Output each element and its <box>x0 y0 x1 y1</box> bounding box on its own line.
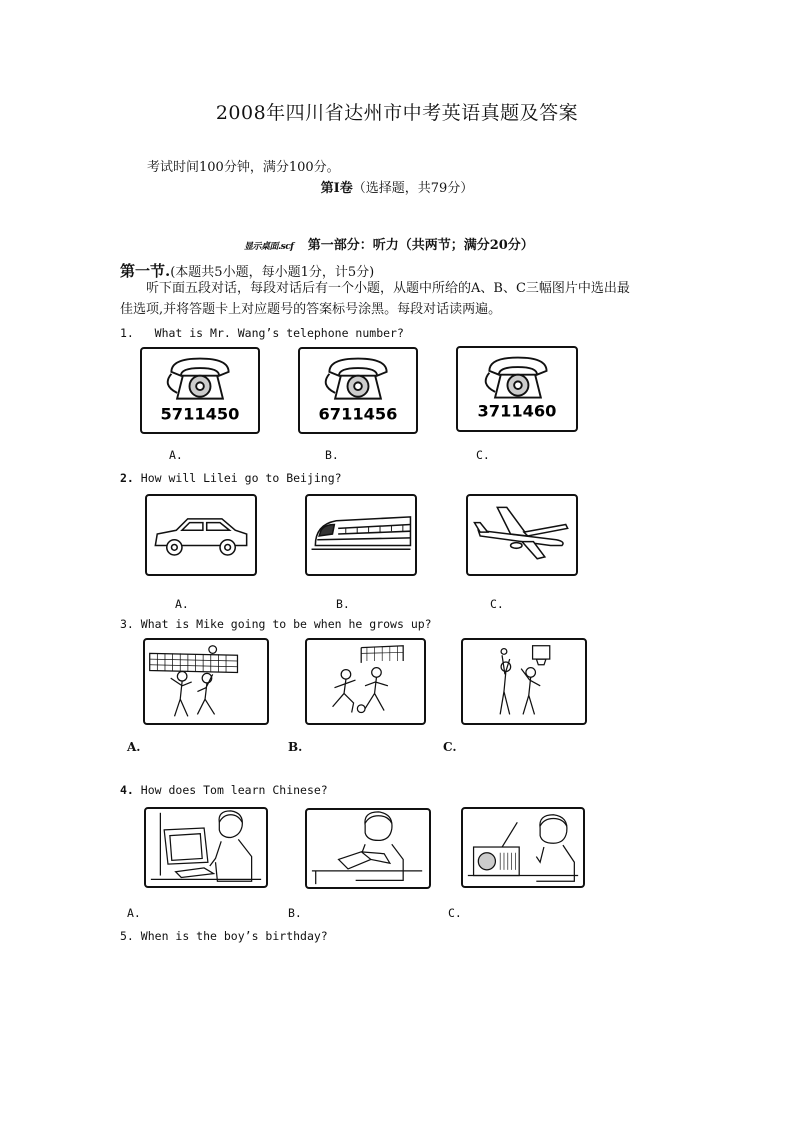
question-number: 2. <box>120 471 134 485</box>
option-label-3c: C. <box>443 740 457 754</box>
question-number: 4. <box>120 783 134 797</box>
instruction-line-1: 听下面五段对话，每段对话后有一个小题，从题中所给的A、B、C三幅图片中选出最 <box>146 281 630 296</box>
telephone-icon <box>142 349 258 432</box>
option-2a-picture[interactable] <box>145 494 257 576</box>
option-3b-picture[interactable] <box>305 638 426 725</box>
question-4 <box>120 783 328 797</box>
option-label-1a: A. <box>169 448 183 462</box>
train-icon <box>307 496 415 574</box>
volume-note: （选择题，共79分） <box>352 181 474 196</box>
desktop-shortcut-label: 显示桌面.scf <box>244 242 294 252</box>
telephone-icon <box>458 348 576 430</box>
phone-number: 5711450 <box>160 404 240 424</box>
option-2b-picture[interactable] <box>305 494 417 576</box>
option-1a-picture[interactable] <box>140 347 260 434</box>
boy-computer-icon <box>146 809 266 886</box>
question-text: When is the boy’s birthday? <box>140 929 328 943</box>
option-label-4a: A. <box>127 906 141 920</box>
option-label-3b: B. <box>288 740 303 754</box>
option-1c-picture[interactable] <box>456 346 578 432</box>
question-number: 5. <box>120 929 134 943</box>
option-label-2b: B. <box>336 597 350 611</box>
part-title: 第一部分：听力（共两节；满分20分） <box>307 238 534 253</box>
football-players-icon <box>307 640 424 723</box>
question-2 <box>120 471 342 485</box>
question-3 <box>120 617 432 631</box>
volleyball-players-icon <box>145 640 267 723</box>
question-text: What is Mike going to be when he grows up? <box>140 617 432 631</box>
volume-title: 第Ⅰ卷 <box>320 181 353 196</box>
option-label-2c: C. <box>490 597 504 611</box>
question-number: 1. <box>120 326 134 340</box>
basketball-players-icon <box>463 640 585 723</box>
option-4a-picture[interactable] <box>144 807 268 888</box>
option-label-1b: B. <box>325 448 339 462</box>
option-label-2a: A. <box>175 597 189 611</box>
option-3c-picture[interactable] <box>461 638 587 725</box>
question-text: How will Lilei go to Beijing? <box>140 471 342 485</box>
question-number: 3. <box>120 617 134 631</box>
car-icon <box>147 496 255 574</box>
option-label-4b: B. <box>288 906 302 920</box>
option-label-1c: C. <box>476 448 490 462</box>
question-text: What is Mr. Wang’s telephone number? <box>154 326 404 340</box>
phone-number: 3711460 <box>477 401 557 421</box>
option-1b-picture[interactable] <box>298 347 418 434</box>
option-2c-picture[interactable] <box>466 494 578 576</box>
section-note: (本题共5小题，每小题1分，计5分) <box>170 265 375 280</box>
phone-number: 6711456 <box>318 404 398 424</box>
option-label-3a: A. <box>127 740 141 754</box>
question-text: How does Tom learn Chinese? <box>140 783 328 797</box>
part-heading-row <box>244 234 534 253</box>
option-4b-picture[interactable] <box>305 808 431 889</box>
telephone-icon <box>300 349 416 432</box>
boy-reading-book-icon <box>307 810 429 887</box>
boy-listening-radio-icon <box>463 809 583 886</box>
airplane-icon <box>468 496 576 574</box>
document-title: 2008年四川省达州市中考英语真题及答案 <box>215 102 579 124</box>
volume-heading <box>0 177 794 196</box>
option-label-4c: C. <box>448 906 462 920</box>
option-3a-picture[interactable] <box>143 638 269 725</box>
question-5 <box>120 929 328 943</box>
question-1 <box>120 326 404 340</box>
exam-info: 考试时间100分钟，满分100分。 <box>147 160 340 175</box>
option-4c-picture[interactable] <box>461 807 585 888</box>
section-title: 第一节. <box>120 262 171 280</box>
instruction-line-2: 佳选项,并将答题卡上对应题号的答案标号涂黑。每段对话读两遍。 <box>120 302 502 317</box>
